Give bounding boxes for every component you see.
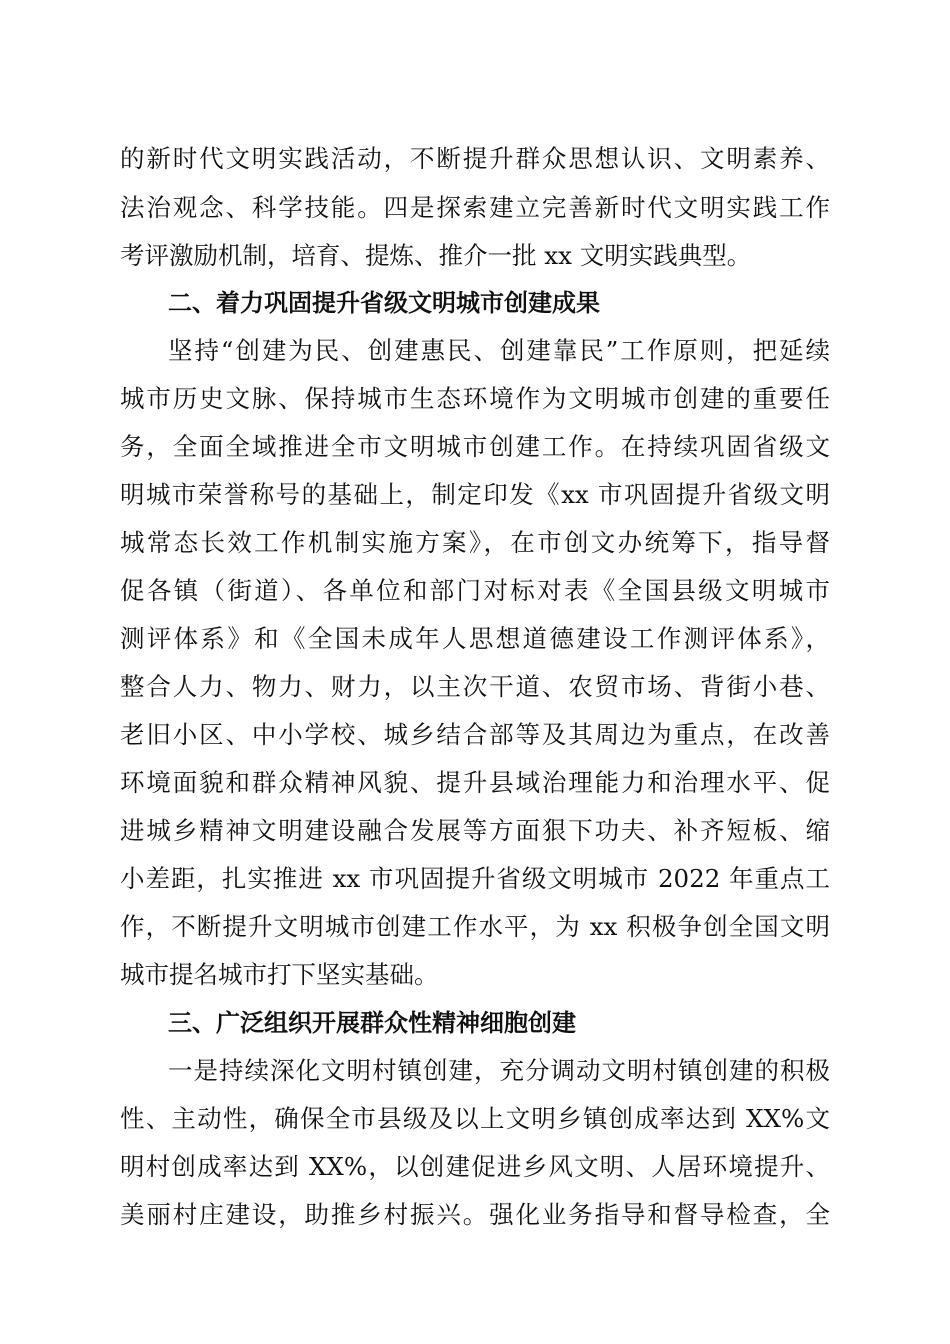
section-2-line-3: 务，全面全域推进全市文明城市创建工作。在持续巩固省级文 [120, 432, 830, 461]
section-2-line-4: 明城市荣誉称号的基础上，制定印发《xx 市巩固提升省级文明 [120, 480, 830, 509]
section-2-line-9: 老旧小区、中小学校、城乡结合部等及其周边为重点，在改善 [120, 720, 830, 749]
section-2-line-14: 城市提名城市打下坚实基础。 [120, 960, 439, 989]
section-2-heading: 二、着力巩固提升省级文明城市创建成果 [168, 289, 600, 317]
section-3-heading: 三、广泛组织开展群众性精神细胞创建 [168, 1009, 576, 1037]
section-2-line-8: 整合人力、物力、财力，以主次干道、农贸市场、背街小巷、 [120, 672, 830, 701]
section-2-line-5: 城常态长效工作机制实施方案》，在市创文办统筹下，指导督 [120, 528, 830, 557]
section-2-line-2: 城市历史文脉、保持城市生态环境作为文明城市创建的重要任 [120, 384, 830, 413]
section-2-line-11: 进城乡精神文明建设融合发展等方面狠下功夫、补齐短板、缩 [120, 816, 830, 845]
section-2-line-13: 作，不断提升文明城市创建工作水平，为 xx 积极争创全国文明 [120, 912, 830, 941]
section-3-line-1: 一是持续深化文明村镇创建，充分调动文明村镇创建的积极 [168, 1056, 830, 1085]
section-2-line-1: 坚持“创建为民、创建惠民、创建靠民”工作原则，把延续 [168, 336, 830, 365]
intro-line-3: 考评激励机制，培育、提炼、推介一批 xx 文明实践典型。 [120, 241, 752, 270]
section-3-line-3: 明村创成率达到 XX%，以创建促进乡风文明、人居环境提升、 [120, 1152, 830, 1181]
intro-line-2: 法治观念、科学技能。四是探索建立完善新时代文明实践工作 [120, 193, 830, 222]
section-2-line-6: 促各镇（街道）、各单位和部门对标对表《全国县级文明城市 [120, 576, 830, 605]
section-2-line-12: 小差距，扎实推进 xx 市巩固提升省级文明城市 2022 年重点工 [120, 864, 830, 893]
section-2-line-7: 测评体系》和《全国未成年人思想道德建设工作测评体系》， [120, 624, 830, 653]
section-3-line-2: 性、主动性，确保全市县级及以上文明乡镇创成率达到 XX%文 [120, 1104, 830, 1133]
section-2-line-10: 环境面貌和群众精神风貌、提升县域治理能力和治理水平、促 [120, 768, 830, 797]
intro-line-1: 的新时代文明实践活动，不断提升群众思想认识、文明素养、 [120, 144, 830, 173]
section-3-line-4: 美丽村庄建设，助推乡村振兴。强化业务指导和督导检查，全 [120, 1200, 830, 1229]
